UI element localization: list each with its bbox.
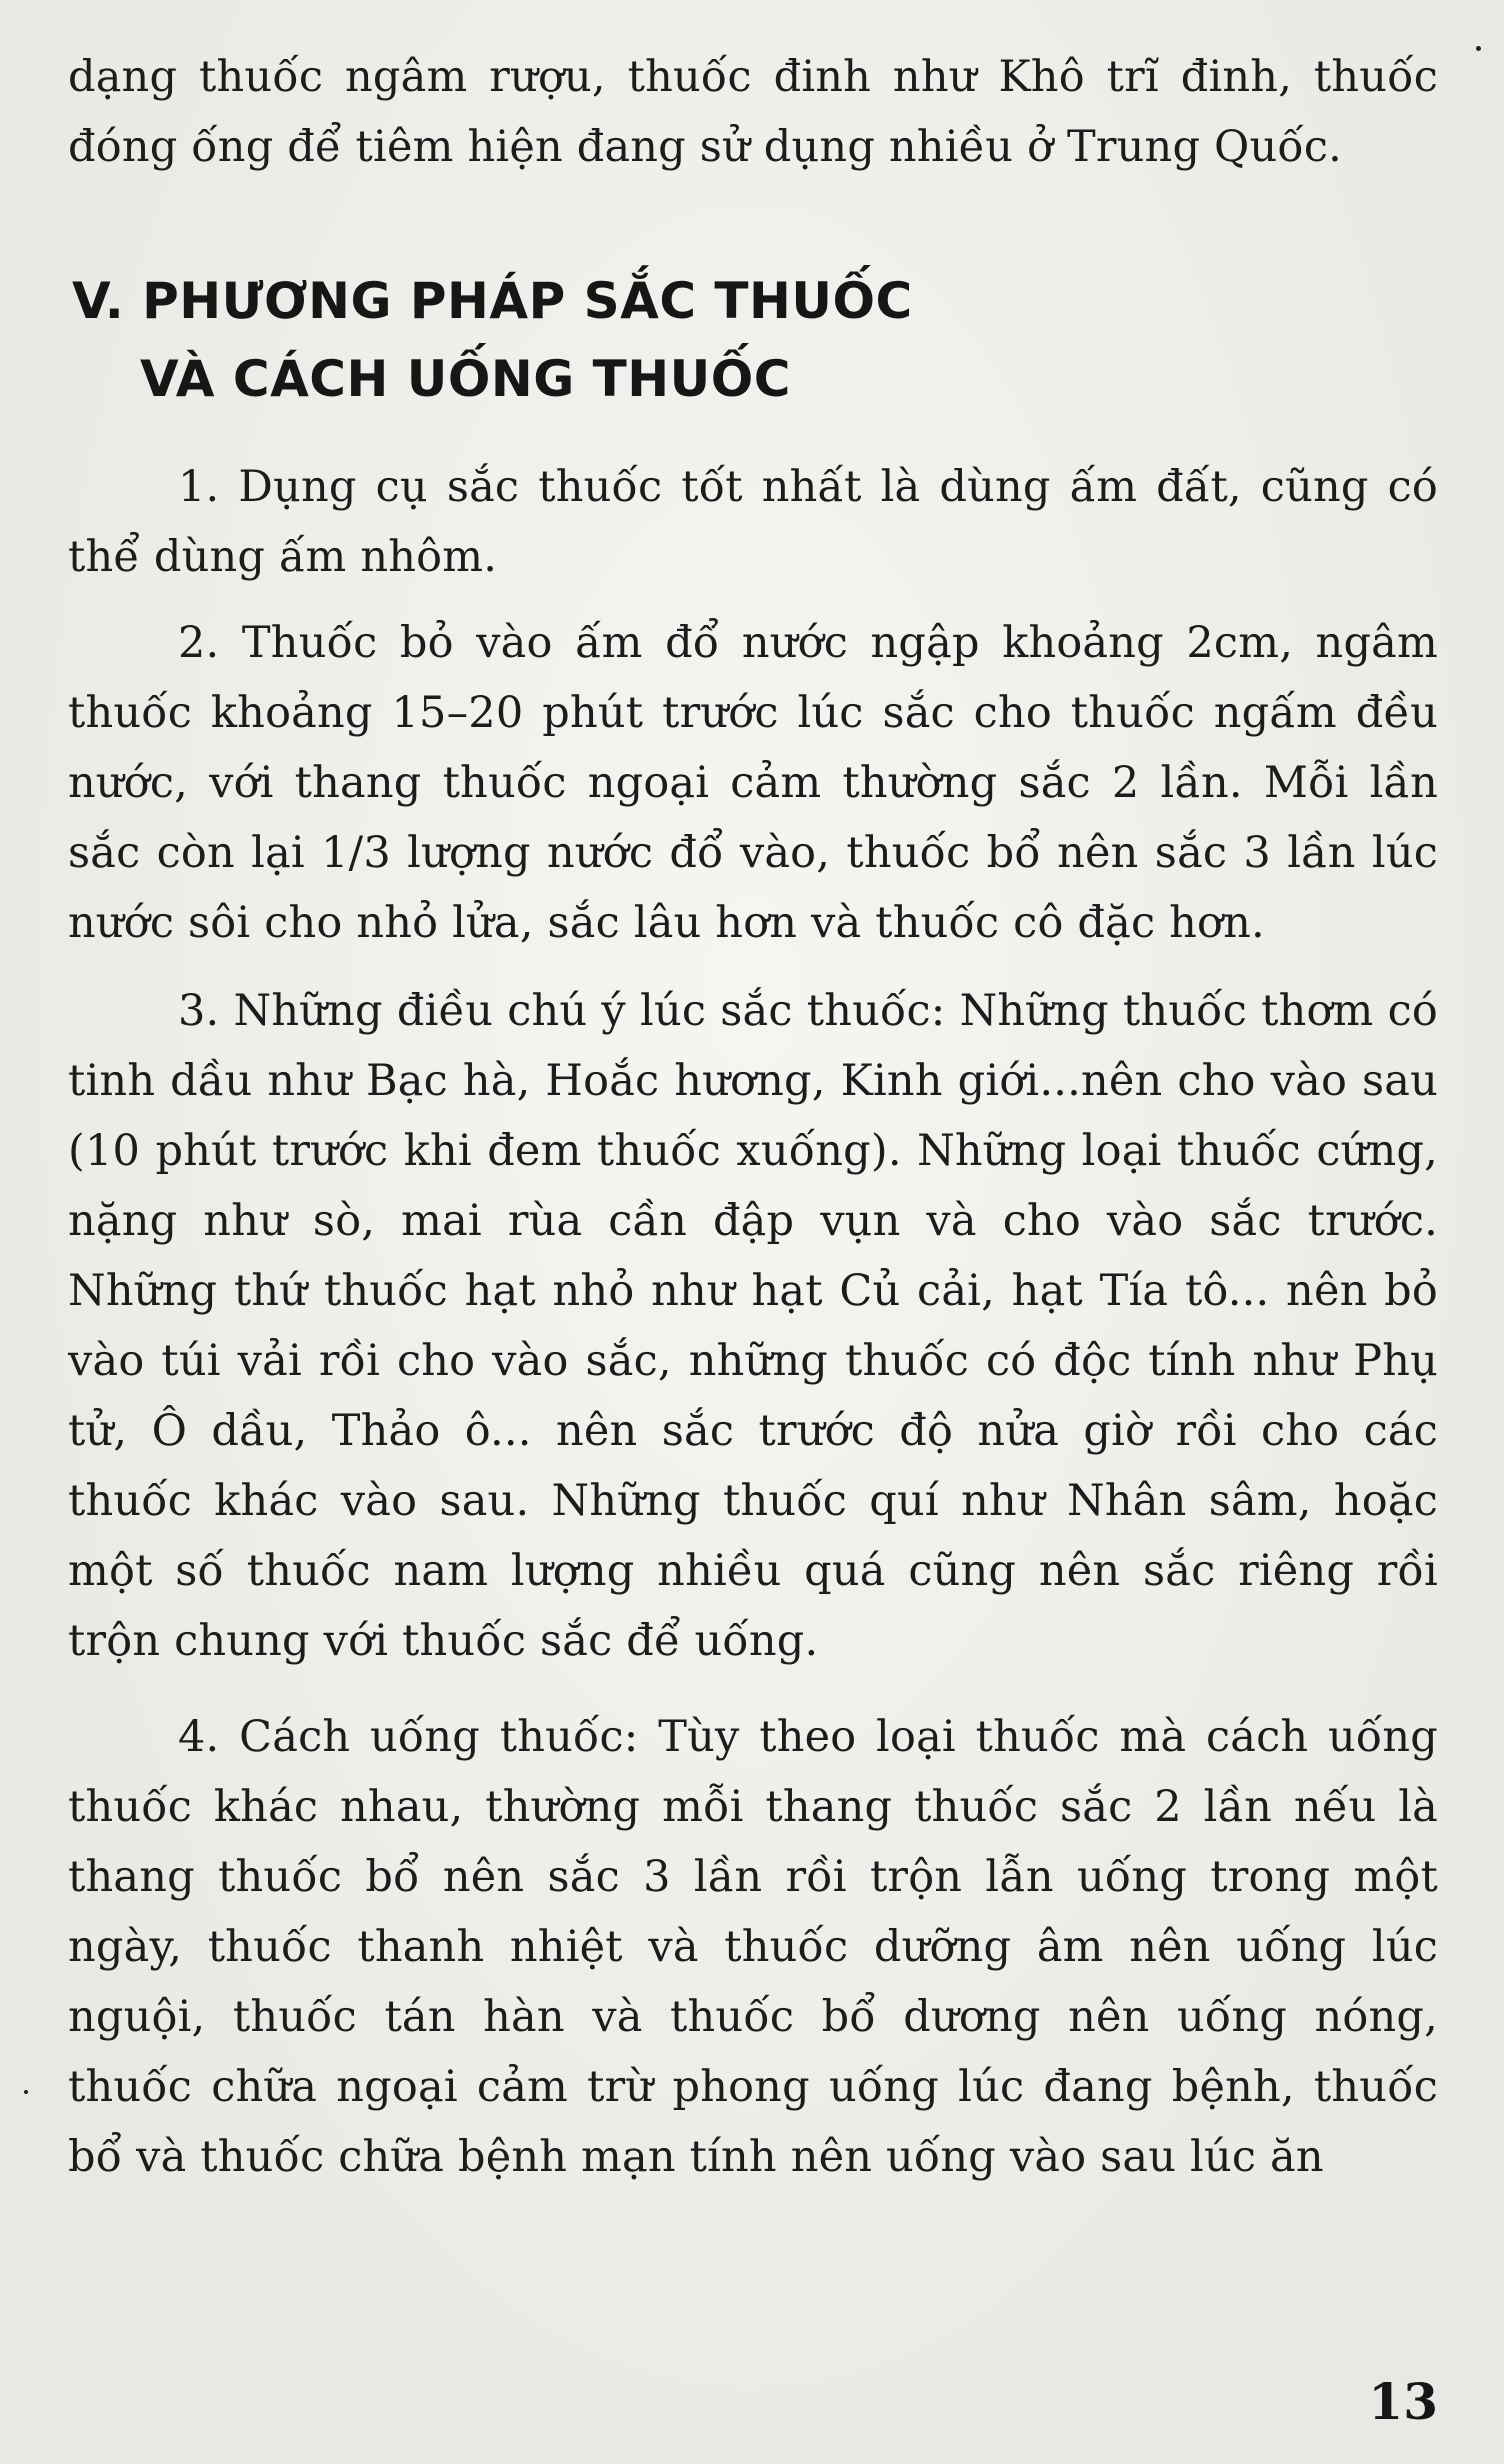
paragraph-1: 1. Dụng cụ sắc thuốc tốt nhất là dùng ấm đất, cũng có thể dùng ấm nhôm. <box>68 462 1438 582</box>
section-heading-line2: VÀ CÁCH UỐNG THUỐC <box>140 350 791 408</box>
section-heading <box>72 262 913 418</box>
section-heading-line1: V. PHƯƠNG PHÁP SẮC THUỐC <box>72 272 913 330</box>
paragraph-4: 4. Cách uống thuốc: Tùy theo loại thuốc mà cách uống thuốc khác nhau, thường mỗi thang thuốc sắc 2 lần nếu là thang thuốc bổ nên sắc 3 lần rồi trộn lẫn uống trong một ngày, thuốc thanh nhiệt và thuốc dưỡng âm nên uống lúc nguội, thuốc tán hàn và thuốc bổ dương nên uống nóng, thuốc chữa ngoại cảm trừ phong uống lúc đang bệnh, thuốc bổ và thuốc chữa bệnh mạn tính nên uống vào sau lúc ăn <box>68 1712 1438 2182</box>
page-number: 13 <box>1368 2372 1438 2431</box>
paragraph-2: 2. Thuốc bỏ vào ấm đổ nước ngập khoảng 2cm, ngâm thuốc khoảng 15–20 phút trước lúc sắc cho thuốc ngấm đều nước, với thang thuốc ngoại cảm thường sắc 2 lần. Mỗi lần sắc còn lại 1/3 lượng nước đổ vào, thuốc bổ nên sắc 3 lần lúc nước sôi cho nhỏ lửa, sắc lâu hơn và thuốc cô đặc hơn. <box>68 618 1438 948</box>
paper-speck <box>1476 46 1481 51</box>
paper-speck <box>24 2090 28 2094</box>
intro-paragraph: dạng thuốc ngâm rượu, thuốc đinh như Khô trĩ đinh, thuốc đóng ống để tiêm hiện đang sử dụng nhiều ở Trung Quốc. <box>68 52 1438 172</box>
paragraph-3: 3. Những điều chú ý lúc sắc thuốc: Những thuốc thơm có tinh dầu như Bạc hà, Hoắc hương, Kinh giới...nên cho vào sau (10 phút trước khi đem thuốc xuống). Những loại thuốc cứng, nặng như sò, mai rùa cần đập vụn và cho vào sắc trước. Những thứ thuốc hạt nhỏ như hạt Củ cải, hạt Tía tô... nên bỏ vào túi vải rồi cho vào sắc, những thuốc có độc tính như Phụ tử, Ô dầu, Thảo ô... nên sắc trước độ nửa giờ rồi cho các thuốc khác vào sau. Những thuốc quí như Nhân sâm, hoặc một số thuốc nam lượng nhiều quá cũng nên sắc riêng rồi trộn chung với thuốc sắc để uống. <box>68 986 1438 1666</box>
